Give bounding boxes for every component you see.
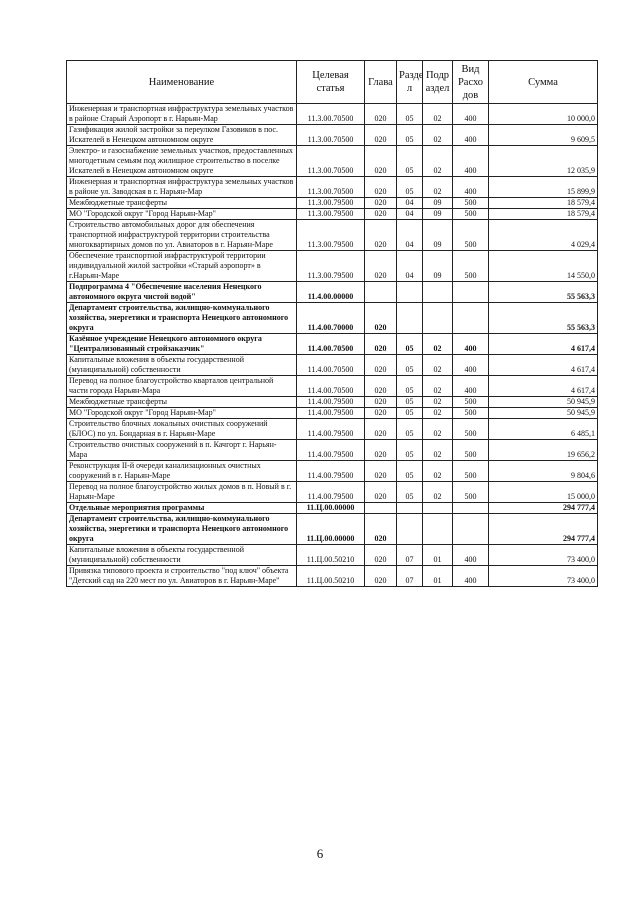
row-sum-cell: 15 000,0 <box>489 482 598 503</box>
row-subsection-cell <box>423 514 453 545</box>
row-sum-cell: 73 400,0 <box>489 545 598 566</box>
row-type-cell: 400 <box>453 566 489 587</box>
row-sum-cell: 15 899,9 <box>489 177 598 198</box>
row-subsection-cell: 02 <box>423 397 453 408</box>
row-sum-cell: 18 579,4 <box>489 198 598 209</box>
row-chapter-cell <box>365 282 397 303</box>
row-subsection-cell: 02 <box>423 482 453 503</box>
row-sum-cell: 50 945,9 <box>489 408 598 419</box>
row-subsection-cell: 01 <box>423 566 453 587</box>
row-chapter-cell: 020 <box>365 146 397 177</box>
row-article-cell: 11.4.00.79500 <box>297 461 365 482</box>
row-name-cell: Капитальные вложения в объекты государственной (муниципальной) собственности <box>67 545 297 566</box>
table-row <box>67 461 598 482</box>
row-section-cell: 05 <box>397 376 423 397</box>
table-row <box>67 408 598 419</box>
row-section-cell <box>397 303 423 334</box>
row-type-cell: 400 <box>453 334 489 355</box>
row-chapter-cell: 020 <box>365 177 397 198</box>
row-section-cell: 05 <box>397 125 423 146</box>
row-article-cell: 11.Ц.00.00000 <box>297 514 365 545</box>
row-name-cell: МО "Городской округ "Город Нарьян-Мар" <box>67 209 297 220</box>
row-type-cell: 400 <box>453 355 489 376</box>
table-row <box>67 125 598 146</box>
row-type-cell <box>453 282 489 303</box>
table-row <box>67 566 598 587</box>
table-row <box>67 334 598 355</box>
row-subsection-cell: 09 <box>423 220 453 251</box>
row-sum-cell: 4 617,4 <box>489 334 598 355</box>
row-type-cell: 500 <box>453 461 489 482</box>
header-subsection: Подр аздел <box>423 61 453 104</box>
row-type-cell: 500 <box>453 198 489 209</box>
row-section-cell: 05 <box>397 104 423 125</box>
row-name-cell: Капитальные вложения в объекты государственной (муниципальной) собственности <box>67 355 297 376</box>
row-name-cell: Подпрограмма 4 "Обеспечение населения Ненецкого автономного округа чистой водой" <box>67 282 297 303</box>
row-chapter-cell: 020 <box>365 104 397 125</box>
row-type-cell: 400 <box>453 376 489 397</box>
row-name-cell: Межбюджетные трансферты <box>67 198 297 209</box>
row-name-cell: Казённое учреждение Ненецкого автономного округа "Централизованный стройзаказчик" <box>67 334 297 355</box>
row-article-cell: 11.3.00.79500 <box>297 198 365 209</box>
row-section-cell: 05 <box>397 334 423 355</box>
row-name-cell: Перевод на полное благоустройство жилых домов в п. Новый в г. Нарьян-Маре <box>67 482 297 503</box>
table-row <box>67 482 598 503</box>
row-type-cell: 400 <box>453 177 489 198</box>
table-row <box>67 545 598 566</box>
row-name-cell: Перевод на полное благоустройство кварталов центральной части города Нарьян-Мара <box>67 376 297 397</box>
table-row <box>67 177 598 198</box>
row-article-cell: 11.3.00.70500 <box>297 104 365 125</box>
row-name-cell: Департамент строительства, жилищно-коммунального хозяйства, энергетики и транспорта Ненецкого автономного округа <box>67 514 297 545</box>
row-article-cell: 11.4.00.70500 <box>297 355 365 376</box>
row-article-cell: 11.3.00.79500 <box>297 220 365 251</box>
row-subsection-cell: 02 <box>423 376 453 397</box>
row-chapter-cell: 020 <box>365 408 397 419</box>
row-section-cell <box>397 514 423 545</box>
row-article-cell: 11.4.00.70500 <box>297 334 365 355</box>
row-sum-cell: 294 777,4 <box>489 503 598 514</box>
row-chapter-cell: 020 <box>365 251 397 282</box>
header-section: Разде л <box>397 61 423 104</box>
table-row <box>67 104 598 125</box>
row-name-cell: Департамент строительства, жилищно-коммунального хозяйства, энергетики и транспорта Ненецкого автономного округа <box>67 303 297 334</box>
row-subsection-cell <box>423 282 453 303</box>
header-chapter: Глава <box>365 61 397 104</box>
row-article-cell: 11.3.00.79500 <box>297 251 365 282</box>
row-sum-cell: 10 000,0 <box>489 104 598 125</box>
row-type-cell <box>453 503 489 514</box>
row-section-cell <box>397 282 423 303</box>
row-subsection-cell: 09 <box>423 209 453 220</box>
row-sum-cell: 55 563,3 <box>489 282 598 303</box>
row-article-cell: 11.Ц.00.00000 <box>297 503 365 514</box>
row-section-cell <box>397 503 423 514</box>
page-number: 6 <box>316 846 324 861</box>
row-sum-cell: 9 609,5 <box>489 125 598 146</box>
row-article-cell: 11.4.00.00000 <box>297 282 365 303</box>
header-expense-type: Вид Расхо дов <box>453 61 489 104</box>
row-article-cell: 11.4.00.79500 <box>297 440 365 461</box>
row-chapter-cell <box>365 503 397 514</box>
row-article-cell: 11.3.00.70500 <box>297 125 365 146</box>
row-article-cell: 11.4.00.79500 <box>297 419 365 440</box>
row-article-cell: 11.4.00.79500 <box>297 408 365 419</box>
row-chapter-cell: 020 <box>365 566 397 587</box>
row-sum-cell: 50 945,9 <box>489 397 598 408</box>
row-chapter-cell: 020 <box>365 376 397 397</box>
row-chapter-cell: 020 <box>365 419 397 440</box>
row-section-cell: 04 <box>397 198 423 209</box>
row-type-cell: 500 <box>453 397 489 408</box>
row-article-cell: 11.Ц.00.50210 <box>297 566 365 587</box>
row-name-cell: Инженерная и транспортная инфраструктура земельных участков в районе ул. Заводская в г. Нарьян-Мар <box>67 177 297 198</box>
row-article-cell: 11.4.00.70000 <box>297 303 365 334</box>
row-type-cell: 400 <box>453 545 489 566</box>
table-row <box>67 303 598 334</box>
row-section-cell: 05 <box>397 355 423 376</box>
row-name-cell: Строительство очистных сооружений в п. Качгорт г. Нарьян-Мара <box>67 440 297 461</box>
row-name-cell: Обеспечение транспортной инфраструктурой территории индивидуальной жилой застройки «Старый аэропорт» в г.Нарьян-Маре <box>67 251 297 282</box>
table-row <box>67 209 598 220</box>
row-chapter-cell: 020 <box>365 220 397 251</box>
row-article-cell: 11.4.00.79500 <box>297 397 365 408</box>
row-name-cell: Отдельные мероприятия программы <box>67 503 297 514</box>
row-article-cell: 11.3.00.70500 <box>297 146 365 177</box>
table-row <box>67 282 598 303</box>
row-section-cell: 05 <box>397 146 423 177</box>
row-chapter-cell: 020 <box>365 461 397 482</box>
row-subsection-cell: 02 <box>423 104 453 125</box>
row-section-cell: 05 <box>397 419 423 440</box>
table-row <box>67 376 598 397</box>
row-subsection-cell: 02 <box>423 125 453 146</box>
budget-table <box>66 60 598 587</box>
table-row <box>67 146 598 177</box>
row-sum-cell: 19 656,2 <box>489 440 598 461</box>
row-article-cell: 11.4.00.70500 <box>297 376 365 397</box>
row-sum-cell: 9 804,6 <box>489 461 598 482</box>
header-article: Целевая статья <box>297 61 365 104</box>
row-chapter-cell: 020 <box>365 482 397 503</box>
header-name: Наименование <box>67 61 297 104</box>
table-row <box>67 355 598 376</box>
row-name-cell: Строительство автомобильных дорог для обеспечения транспортной инфраструктурой территории строительства многоквартирных домов по ул. Авиаторов в г. Нарьян-Маре <box>67 220 297 251</box>
row-subsection-cell: 02 <box>423 440 453 461</box>
row-subsection-cell: 01 <box>423 545 453 566</box>
row-subsection-cell: 09 <box>423 198 453 209</box>
row-name-cell: Газификация жилой застройки за переулком Газовиков в пос. Искателей в Ненецком автономном округе <box>67 125 297 146</box>
row-chapter-cell: 020 <box>365 303 397 334</box>
row-sum-cell: 294 777,4 <box>489 514 598 545</box>
table-row <box>67 220 598 251</box>
row-chapter-cell: 020 <box>365 545 397 566</box>
row-subsection-cell: 02 <box>423 461 453 482</box>
row-type-cell: 500 <box>453 220 489 251</box>
row-type-cell: 500 <box>453 251 489 282</box>
row-section-cell: 04 <box>397 220 423 251</box>
row-type-cell: 500 <box>453 482 489 503</box>
row-subsection-cell: 02 <box>423 177 453 198</box>
table-header-row <box>67 61 598 104</box>
row-section-cell: 05 <box>397 408 423 419</box>
row-chapter-cell: 020 <box>365 209 397 220</box>
row-subsection-cell: 09 <box>423 251 453 282</box>
row-sum-cell: 12 035,9 <box>489 146 598 177</box>
row-sum-cell: 4 617,4 <box>489 355 598 376</box>
table-row <box>67 397 598 408</box>
row-chapter-cell: 020 <box>365 198 397 209</box>
table-row <box>67 440 598 461</box>
row-chapter-cell: 020 <box>365 125 397 146</box>
row-section-cell: 07 <box>397 566 423 587</box>
row-name-cell: Привязка типового проекта и строительство "под ключ" объекта "Детский сад на 220 мест по ул. Авиаторов в г. Нарьян-Маре" <box>67 566 297 587</box>
row-subsection-cell: 02 <box>423 419 453 440</box>
row-type-cell: 500 <box>453 419 489 440</box>
row-sum-cell: 4 029,4 <box>489 220 598 251</box>
row-section-cell: 05 <box>397 440 423 461</box>
row-type-cell: 500 <box>453 209 489 220</box>
table-row <box>67 419 598 440</box>
row-type-cell: 400 <box>453 146 489 177</box>
table-row <box>67 198 598 209</box>
row-sum-cell: 18 579,4 <box>489 209 598 220</box>
table-row <box>67 251 598 282</box>
row-chapter-cell: 020 <box>365 440 397 461</box>
row-subsection-cell: 02 <box>423 355 453 376</box>
header-sum: Сумма <box>489 61 598 104</box>
row-section-cell: 05 <box>397 482 423 503</box>
row-subsection-cell <box>423 303 453 334</box>
row-name-cell: Инженерная и транспортная инфраструктура земельных участков в районе Старый Аэропорт в г. Нарьян-Мар <box>67 104 297 125</box>
row-name-cell: Реконструкция II-й очереди канализационных очистных сооружений в г. Нарьян-Маре <box>67 461 297 482</box>
row-subsection-cell: 02 <box>423 146 453 177</box>
row-chapter-cell: 020 <box>365 334 397 355</box>
row-sum-cell: 73 400,0 <box>489 566 598 587</box>
row-type-cell: 500 <box>453 408 489 419</box>
row-name-cell: Электро- и газоснабжение земельных участков, предоставленных многодетным семьям под жилищное строительство в поселке Искателей в Ненецком автономном округе <box>67 146 297 177</box>
row-type-cell: 400 <box>453 125 489 146</box>
row-section-cell: 05 <box>397 177 423 198</box>
row-section-cell: 04 <box>397 251 423 282</box>
row-article-cell: 11.4.00.79500 <box>297 482 365 503</box>
row-chapter-cell: 020 <box>365 355 397 376</box>
row-subsection-cell <box>423 503 453 514</box>
row-article-cell: 11.3.00.70500 <box>297 177 365 198</box>
row-sum-cell: 4 617,4 <box>489 376 598 397</box>
row-type-cell: 400 <box>453 104 489 125</box>
row-type-cell: 500 <box>453 440 489 461</box>
row-section-cell: 04 <box>397 209 423 220</box>
row-sum-cell: 14 550,0 <box>489 251 598 282</box>
row-type-cell <box>453 303 489 334</box>
table-row <box>67 514 598 545</box>
row-sum-cell: 6 485,1 <box>489 419 598 440</box>
row-section-cell: 05 <box>397 461 423 482</box>
row-subsection-cell: 02 <box>423 334 453 355</box>
row-subsection-cell: 02 <box>423 408 453 419</box>
row-sum-cell: 55 563,3 <box>489 303 598 334</box>
row-chapter-cell: 020 <box>365 514 397 545</box>
table-row <box>67 503 598 514</box>
row-type-cell <box>453 514 489 545</box>
row-name-cell: Межбюджетные трансферты <box>67 397 297 408</box>
row-name-cell: МО "Городской округ "Город Нарьян-Мар" <box>67 408 297 419</box>
row-name-cell: Строительство блочных локальных очистных сооружений (БЛОС) по ул. Бондарная в г. Нарьян-Маре <box>67 419 297 440</box>
row-article-cell: 11.Ц.00.50210 <box>297 545 365 566</box>
row-article-cell: 11.3.00.79500 <box>297 209 365 220</box>
row-section-cell: 07 <box>397 545 423 566</box>
row-chapter-cell: 020 <box>365 397 397 408</box>
row-section-cell: 05 <box>397 397 423 408</box>
